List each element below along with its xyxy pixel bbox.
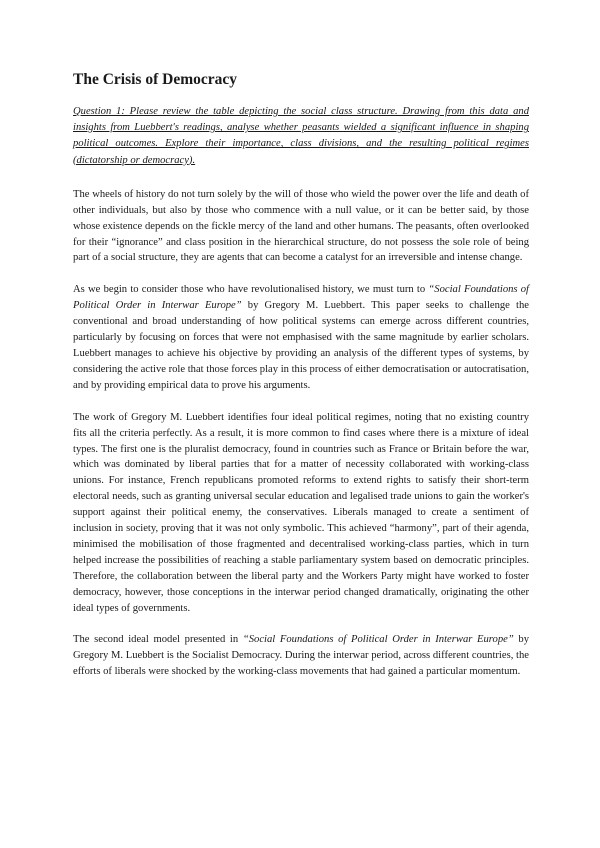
paragraph-2: [73, 282, 529, 393]
paragraph-3: The work of Gregory M. Luebbert identifies four ideal political regimes, noting that no existing country fits all the criteria perfectly. As a result, it is more common to find cases where there is a mixture of ideal types. The first one is the pluralist democracy, found in countries such as France or Britain before the war, which was dominated by liberal parties that for a matter of necessity collaborated with working-class unions. For instance, French republicans promoted reforms to extend rights to satisfy their short-term electoral needs, such as granting universal secular education and legalised trade unions to gain the worker's support against their political enemy, the conservatives. Liberals managed to create a sentiment of inclusion in society, proving that it was not only symbolic. This achieved “harmony”, part of their agenda, minimised the mobilisation of those fragmented and decentralised working-class parties, which in turn helped increase the possibilities of reaching a stable parliamentary system based on democratic principles. Therefore, the collaboration between the liberal party and the Workers Party might have worked to foster democracy, however, those conceptions in the interwar period changed dramatically, originating the other ideal types of governments.: [73, 411, 529, 614]
paragraph-4-lead: The second ideal model presented in: [73, 634, 243, 646]
paragraph-1: The wheels of history do not turn solely by the will of those who wield the power over the life and death of other individuals, but also by those who commence with a null value, or it can be better said, by those whose existence depends on the fickle mercy of the land and other humans. The peasants, often overlooked for their “ignorance” and class position in the hierarchical structure, do not possess the sole role of being part of a social structure, they are agents that can become a catalyst for an irreversible and intense change.: [73, 188, 529, 264]
document-page: [73, 70, 529, 696]
paragraph-4-body: by Gregory M. Luebbert is the Socialist Democracy. During the interwar period, across different countries, the efforts of liberals were shocked by the working-class movements that had gained a particular momentum.: [73, 634, 530, 678]
cited-work-title: “Social Foundations of Political Order in Interwar Europe”: [73, 284, 530, 312]
page-title: The Crisis of Democracy: [73, 71, 237, 88]
paragraph-4: [73, 632, 529, 680]
question-prompt: Question 1: Please review the table depicting the social class structure. Drawing from this data and insights from Luebbert's readings, analyse whether peasants wielded a significant influence in shaping political outcomes. Explore their importance, class divisions, and the resulting political regimes (dictatorship or democracy).: [73, 106, 529, 166]
paragraph-2-body: by Gregory M. Luebbert. This paper seeks to challenge the conventional and broad understanding of how political systems can emerge across different countries, particularly by focusing on forces that were not emphasised with the same magnitude by earlier scholars. Luebbert manages to achieve his objective by providing an analysis of the different types of systems, by considering the active role that those forces play in this process of either democratisation or autocratisation, and by providing empirical data to prove his arguments.: [73, 300, 529, 391]
cited-work-title: “Social Foundations of Political Order in Interwar Europe”: [242, 634, 514, 646]
paragraph-2-lead: As we begin to consider those who have revolutionalised history, we must turn to: [73, 284, 429, 296]
